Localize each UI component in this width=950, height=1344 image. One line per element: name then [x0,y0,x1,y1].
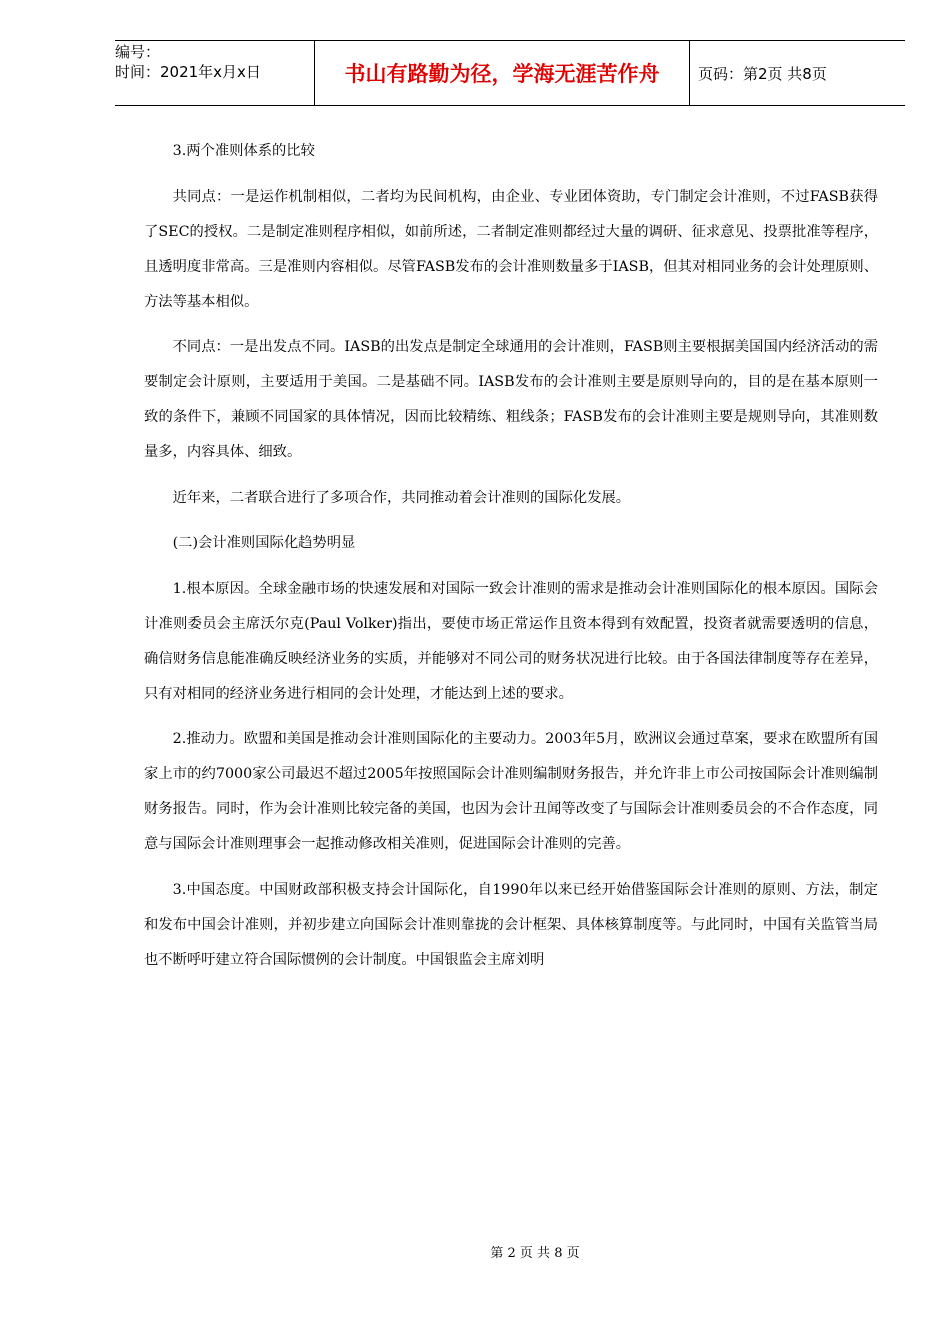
header-info-cell [115,41,315,105]
page-footer [0,1242,950,1261]
number-label: 编号： [115,43,161,61]
section-heading: 3.两个准则体系的比较 [172,143,315,159]
page-header [115,40,905,106]
header-page-label: 页码：第2页 共8页 [698,64,827,83]
paragraph-differences: 不同点：一是出发点不同。IASB的出发点是制定全球通用的会计准则，FASB则主要根据美国国内经济活动的需要制定会计原则，主要适用于美国。二是基础不同。IASB发布的会计准则主要是原则导向的，目的是在基本原则一致的条件下，兼顾不同国家的具体情况，因而比较精练、粗线条；FASB发布的会计准则主要是规则导向，其准则数量多，内容具体、细致。 [144,339,878,460]
subsection-heading: (二)会计准则国际化趋势明显 [172,535,356,551]
paragraph-similarities: 共同点：一是运作机制相似，二者均为民间机构，由企业、专业团体资助，专门制定会计准则，不过FASB获得了SEC的授权。二是制定准则程序相似，如前所述，二者制定准则都经过大量的调研、征求意见、投票批准等程序，且透明度非常高。三是准则内容相似。尽管FASB发布的会计准则数量多于IASB，但其对相同业务的会计处理原则、方法等基本相似。 [144,188,878,310]
paragraph-root-cause: 1.根本原因。全球金融市场的快速发展和对国际一致会计准则的需求是推动会计准则国际化的根本原因。国际会计准则委员会主席沃尔克(Paul Volker)指出，要使市场正常运作且资本得到有效配置，投资者就需要透明的信息，确信财务信息能准确反映经济业务的实质，并能够对不同公司的财务状况进行比较。由于各国法律制度等存在差异，只有对相同的经济业务进行相同的会计处理，才能达到上述的要求。 [144,580,878,702]
time-label: 时间：2021年x月x日 [115,63,261,81]
paragraph-driving-force: 2.推动力。欧盟和美国是推动会计准则国际化的主要动力。2003年5月，欧洲议会通过草案，要求在欧盟所有国家上市的约7000家公司最迟不超过2005年按照国际会计准则编制财务报告，并允许非上市公司按国际会计准则编制财务报告。同时，作为会计准则比较完备的美国，也因为会计丑闻等改变了与国际会计准则委员会的不合作态度，同意与国际会计准则理事会一起推动修改相关准则，促进国际会计准则的完善。 [144,731,878,852]
header-motto: 书山有路勤为径，学海无涯苦作舟 [315,41,690,105]
paragraph-china-attitude: 3.中国态度。中国财政部积极支持会计国际化，自1990年以来已经开始借鉴国际会计准则的原则、方法，制定和发布中国会计准则，并初步建立向国际会计准则靠拢的会计框架、具体核算制度等。与此同时，中国有关监管当局也不断呼吁建立符合国际惯例的会计制度。中国银监会主席刘明 [144,881,878,968]
paragraph-cooperation: 近年来，二者联合进行了多项合作，共同推动着会计准则的国际化发展。 [172,489,631,506]
document-body [144,134,878,988]
footer-page-number: 第 2 页 共 8 页 [490,1246,580,1261]
